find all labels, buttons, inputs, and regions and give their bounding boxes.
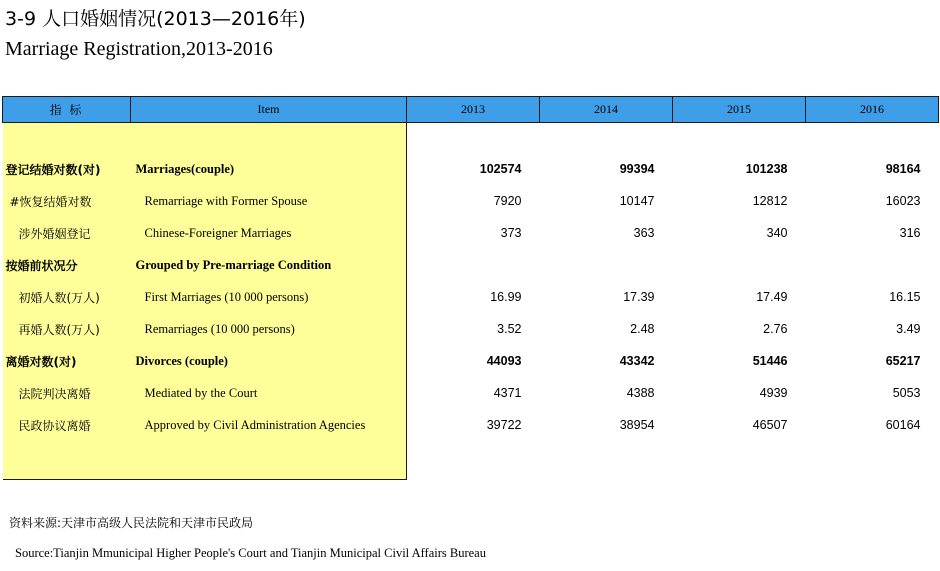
- source-note-en: Source:Tianjin Mmunicipal Higher People's Court and Tianjin Municipal Civil Affairs Bureau: [15, 546, 486, 560]
- table-body: [3, 123, 939, 480]
- row-item-en: Grouped by Pre-marriage Condition: [131, 249, 407, 281]
- value-cell-2015: 340: [766, 226, 788, 240]
- spacer-cell: [3, 123, 131, 154]
- page-title-en: Marriage Registration,2013-2016: [5, 38, 273, 60]
- value-cell-2015: 2.76: [763, 322, 788, 336]
- row-item-en: Remarriages (10 000 persons): [131, 313, 407, 345]
- value-cell-2014: 38954: [619, 418, 655, 432]
- row-item-en: Divorces (couple): [131, 345, 407, 377]
- value-cell-2013: 373: [500, 226, 522, 240]
- row-item-en: Remarriage with Former Spouse: [131, 185, 407, 217]
- spacer-cell: [673, 123, 806, 154]
- page-title-cn: 3-9 人口婚姻情况(2013—2016年): [5, 8, 306, 30]
- value-cell-2016: 16.15: [889, 290, 921, 304]
- value-cell-2016: 316: [899, 226, 921, 240]
- value-cell-2014: 43342: [619, 354, 655, 368]
- value-cell-2016: 16023: [885, 194, 921, 208]
- value-cell-2015: 4939: [759, 386, 788, 400]
- table-row: [3, 409, 939, 441]
- value-cell-2016: 65217: [885, 354, 921, 368]
- value-cell-2013: [407, 249, 540, 281]
- value-cell-2015: 17.49: [756, 290, 788, 304]
- row-item-en: Chinese-Foreigner Marriages: [131, 217, 407, 249]
- spacer-row-bottom: [3, 441, 939, 480]
- value-cell-2014: 17.39: [623, 290, 655, 304]
- value-cell-2016: 5053: [892, 386, 921, 400]
- table-row: [3, 345, 939, 377]
- header-row: [3, 97, 939, 123]
- header-year-2014: 2014: [540, 97, 673, 123]
- table-row: [3, 281, 939, 313]
- spacer-cell: [3, 441, 131, 480]
- value-cell-2013: 3.52: [497, 322, 522, 336]
- spacer-cell: [540, 441, 673, 480]
- value-cell-2013: 102574: [479, 162, 522, 176]
- marriage-table-container: [2, 96, 939, 474]
- header-year-2015: 2015: [673, 97, 806, 123]
- value-cell-2014: 99394: [619, 162, 655, 176]
- row-indicator-cn: 再婚人数(万人): [3, 313, 131, 345]
- table-row: [3, 377, 939, 409]
- value-cell-2014: 2.48: [630, 322, 655, 336]
- row-indicator-cn: 涉外婚姻登记: [3, 217, 131, 249]
- row-indicator-cn: 按婚前状况分: [3, 249, 131, 281]
- table-row: [3, 249, 939, 281]
- value-cell-2016: 98164: [885, 162, 921, 176]
- value-cell-2015: 46507: [752, 418, 788, 432]
- row-indicator-cn: 民政协议离婚: [3, 409, 131, 441]
- value-cell-2014: 363: [633, 226, 655, 240]
- value-cell-2013: 7920: [493, 194, 522, 208]
- spacer-cell: [131, 123, 407, 154]
- header-item: Item: [131, 97, 407, 123]
- row-item-en: Mediated by the Court: [131, 377, 407, 409]
- row-item-en: Marriages(couple): [131, 153, 407, 185]
- header-year-2016: 2016: [806, 97, 939, 123]
- value-cell-2016: 60164: [885, 418, 921, 432]
- spacer-cell: [540, 123, 673, 154]
- spacer-cell: [806, 123, 939, 154]
- row-indicator-cn: 离婚对数(对): [3, 345, 131, 377]
- spacer-cell: [673, 441, 806, 480]
- value-cell-2016: [806, 249, 939, 281]
- value-cell-2014: 10147: [619, 194, 655, 208]
- value-cell-2015: [673, 249, 806, 281]
- value-cell-2015: 101238: [745, 162, 788, 176]
- source-note-cn: 资料来源:天津市高级人民法院和天津市民政局: [9, 516, 254, 530]
- table-row: [3, 217, 939, 249]
- row-indicator-cn: #恢复结婚对数: [3, 185, 131, 217]
- value-cell-2015: 12812: [752, 194, 788, 208]
- value-cell-2014: 4388: [626, 386, 655, 400]
- table-row: [3, 313, 939, 345]
- row-indicator-cn: 初婚人数(万人): [3, 281, 131, 313]
- table-row: [3, 153, 939, 185]
- table-row: [3, 185, 939, 217]
- value-cell-2013: 39722: [486, 418, 522, 432]
- header-year-2013: 2013: [407, 97, 540, 123]
- spacer-cell: [131, 441, 407, 480]
- row-indicator-cn: 登记结婚对数(对): [3, 153, 131, 185]
- row-indicator-cn: 法院判决离婚: [3, 377, 131, 409]
- value-cell-2016: 3.49: [896, 322, 921, 336]
- spacer-row-top: [3, 123, 939, 154]
- row-item-en: Approved by Civil Administration Agencies: [131, 409, 407, 441]
- marriage-table: [2, 96, 939, 480]
- value-cell-2013: 4371: [493, 386, 522, 400]
- value-cell-2013: 16.99: [490, 290, 522, 304]
- spacer-cell: [407, 441, 540, 480]
- row-item-en: First Marriages (10 000 persons): [131, 281, 407, 313]
- spacer-cell: [806, 441, 939, 480]
- spacer-cell: [407, 123, 540, 154]
- header-indicator: 指 标: [3, 97, 131, 123]
- value-cell-2014: [540, 249, 673, 281]
- value-cell-2015: 51446: [752, 354, 788, 368]
- value-cell-2013: 44093: [486, 354, 522, 368]
